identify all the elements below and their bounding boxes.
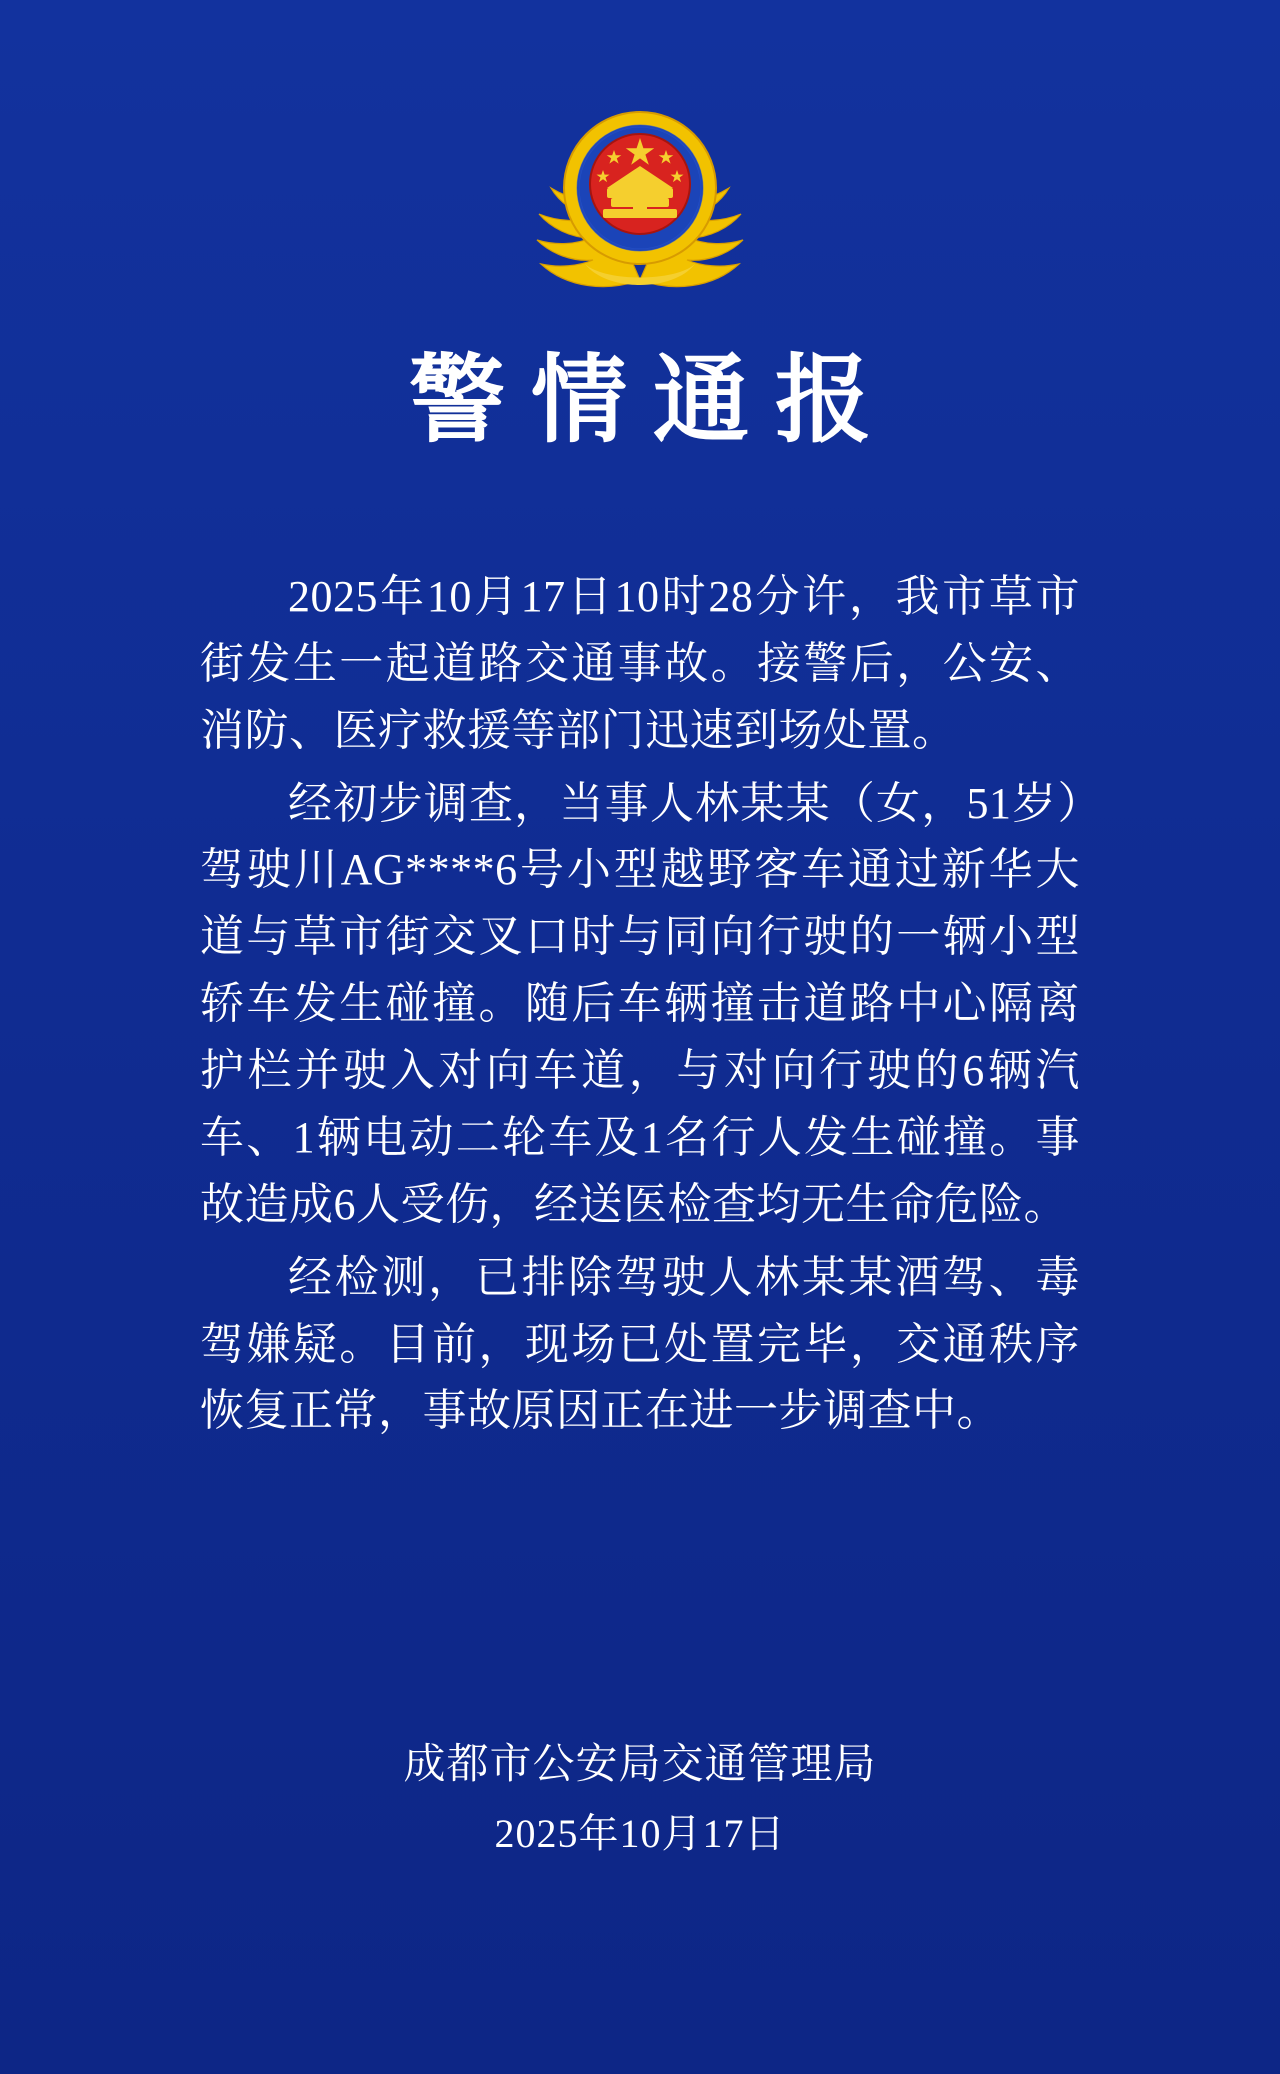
issuing-organization: 成都市公安局交通管理局 — [403, 1742, 877, 1789]
page-title: 警情通报 — [409, 347, 897, 454]
notice-body — [200, 564, 1080, 1451]
notice-paragraph-3: 经检测，已排除驾驶人林某某酒驾、毒驾嫌疑。目前，现场已处置完毕，交通秩序恢复正常，事故原因正在进一步调查中。 — [200, 1252, 1080, 1436]
issue-date: 2025年10月17日 — [494, 1811, 786, 1856]
notice-paragraph-2: 经初步调查，当事人林某某（女，51岁）驾驶川AG****6号小型越野客车通过新华大道与草市街交叉口时与同向行驶的一辆小型轿车发生碰撞。随后车辆撞击道路中心隔离护栏并驶入对向车道，与对向行驶的6辆汽车、1辆电动二轮车及1名行人发生碰撞。事故造成6人受伤，经送医检查均无生命危险。 — [200, 778, 1080, 1229]
notice-paragraph-1: 2025年10月17日10时28分许，我市草市街发生一起道路交通事故。接警后，公安、消防、医疗救援等部门迅速到场处置。 — [200, 571, 1080, 755]
signature-block — [0, 1735, 1280, 1864]
police-badge-icon — [515, 92, 765, 322]
